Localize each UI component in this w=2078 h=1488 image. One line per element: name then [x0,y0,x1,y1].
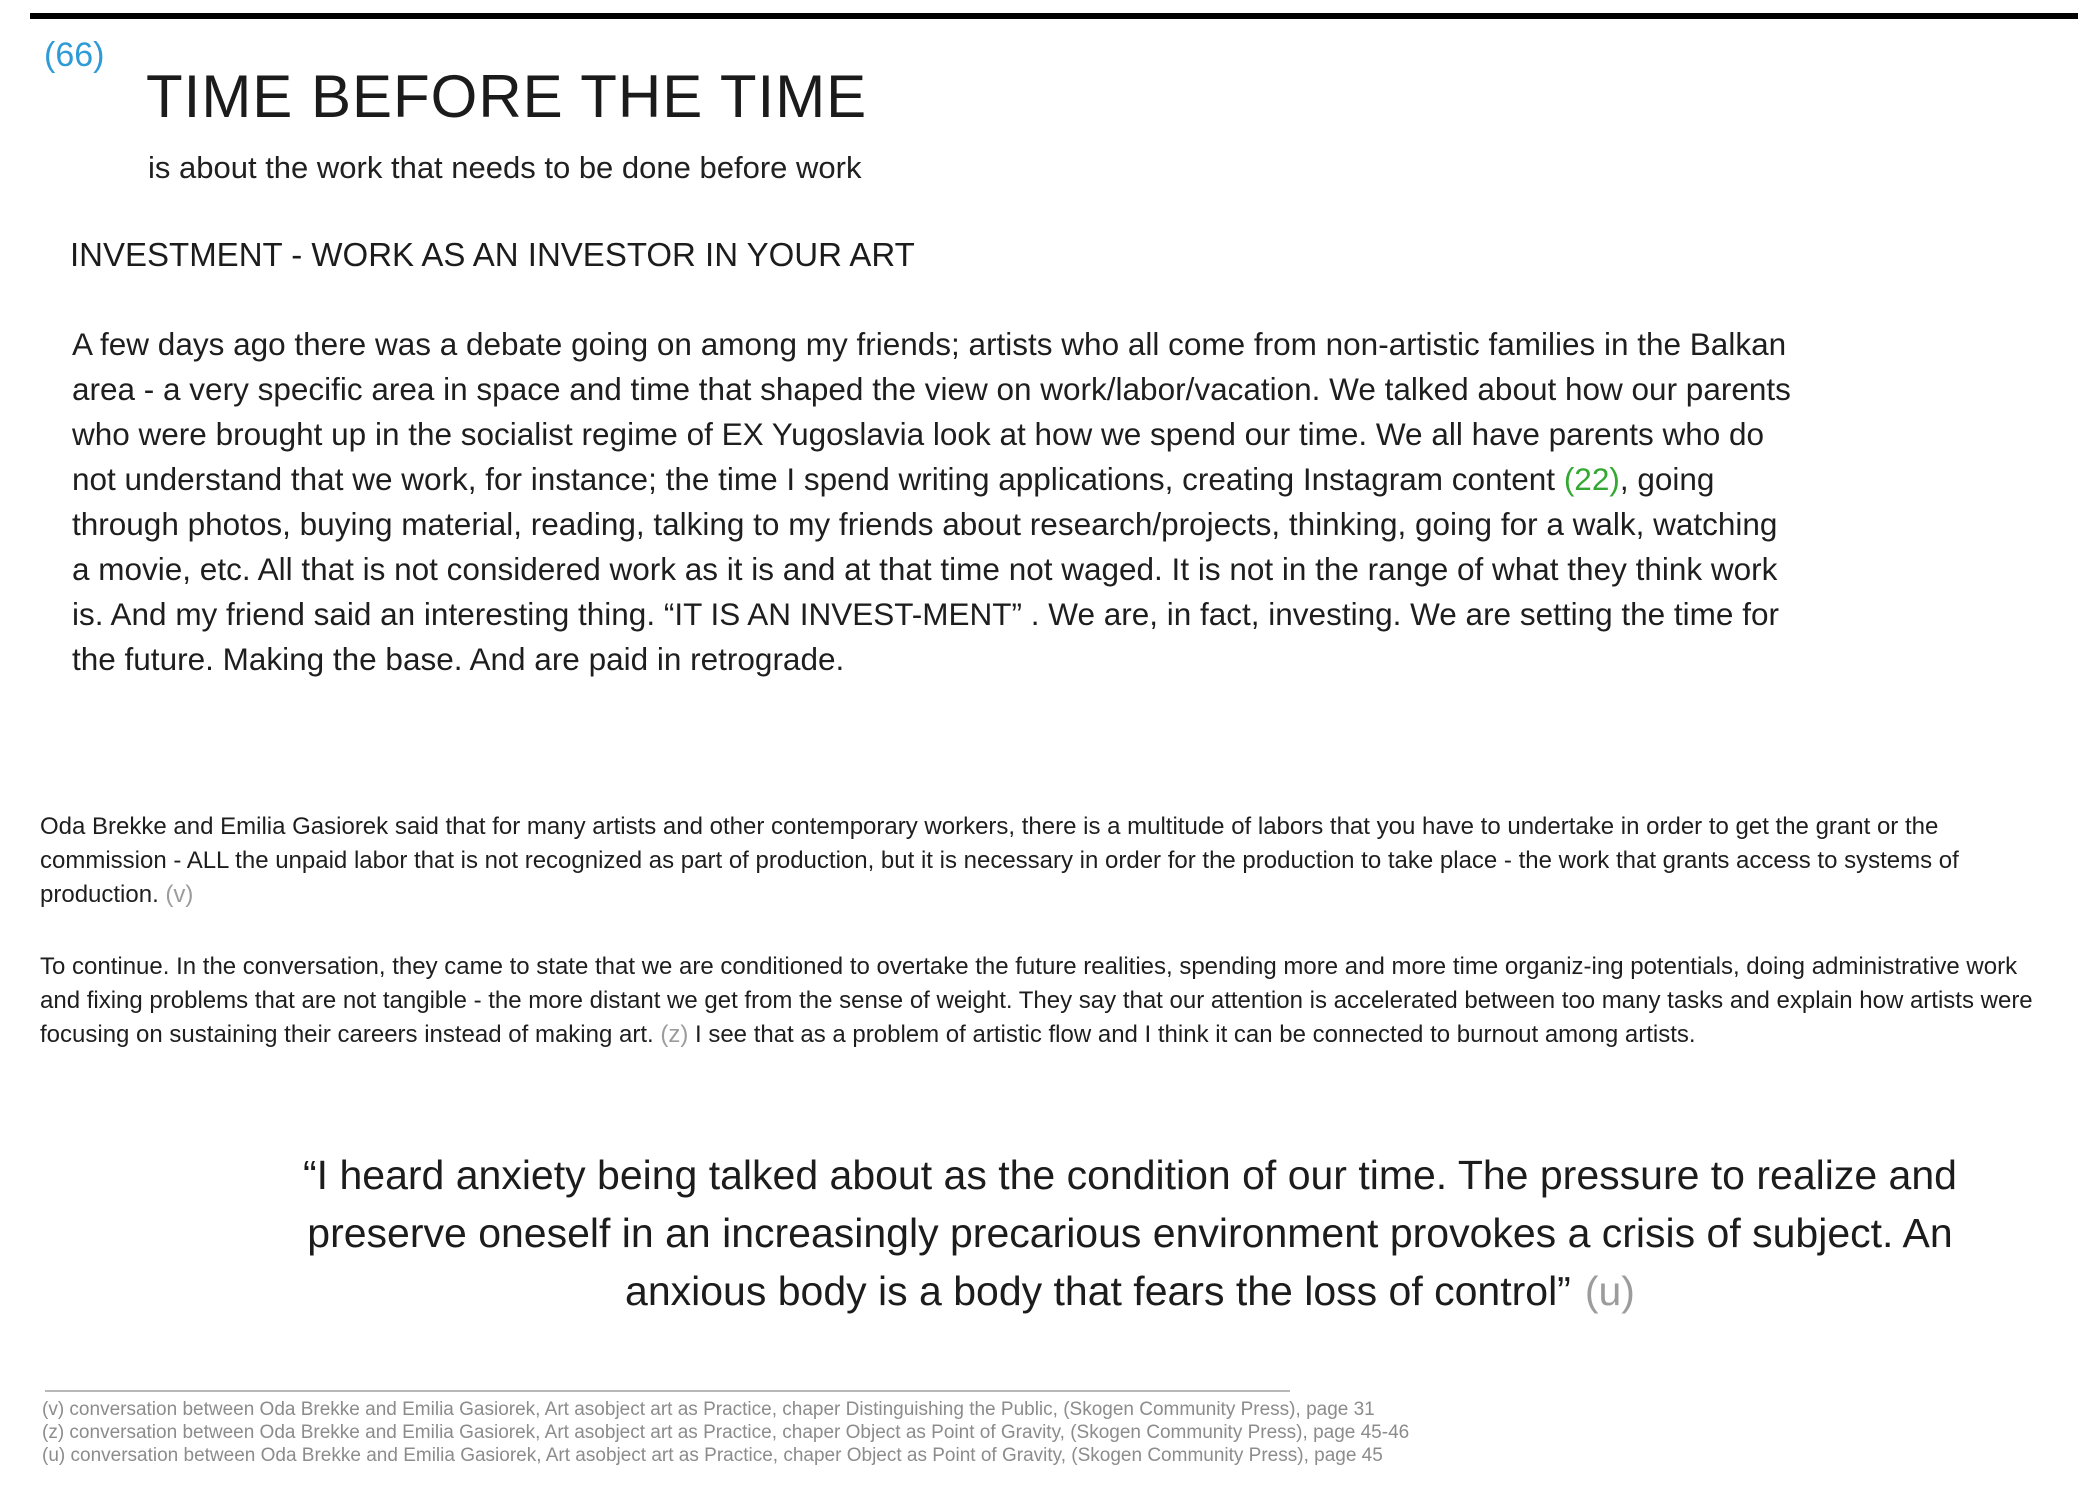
inline-ref-22: (22) [1563,461,1620,497]
section-heading: INVESTMENT - WORK AS AN INVESTOR IN YOUR ART [70,236,915,273]
main-paragraph-text-2: , going through photos, buying material, reading, talking to my friends about research/projects, thinking, going for a walk, watching a movie, etc. All that is not considered work as it is and at that time not waged. It is not in the range of what they think work is. And my friend said an interesting thing. “IT IS AN INVEST-MENT” . We are, in fact, investing. We are setting the time for the future. Making the base. And are paid in retrograde. [72,461,1779,677]
note-paragraph-1 [40,810,2038,912]
footnote-v: (v) conversation between Oda Brekke and Emilia Gasiorek, Art asobject art as Practice, chaper Distinguishing the Public, (Skogen Community Press), page 31 [42,1399,1375,1420]
main-paragraph [72,322,1792,682]
footnote-u: (u) conversation between Oda Brekke and Emilia Gasiorek, Art asobject art as Practice, chaper Object as Point of Gravity, (Skogen Community Press), page 45 [42,1445,1383,1466]
note-paragraph-2 [40,950,2038,1052]
note-2-text-2: I see that as a problem of artistic flow and I think it can be connected to burnout among artists. [688,1021,1696,1048]
main-paragraph-text-1: A few days ago there was a debate going on among my friends; artists who all come from non-artistic families in the Balkan area - a very specific area in space and time that shaped the view on work/labor/vacation. We talked about how our parents who were brought up in the socialist regime of EX Yugoslavia look at how we spend our time. We all have parents who do not understand that we work, for instance; the time I spend writing applications, creating Instagram content [72,326,1791,497]
footnote-rule [45,1390,1290,1392]
inline-ref-v: (v) [165,881,194,908]
note-1-text: Oda Brekke and Emilia Gasiorek said that for many artists and other contemporary workers, there is a multitude of labors that you have to undertake in order to get the grant or the commission - ALL the unpaid labor that is not recognized as part of production, but it is necessary in order for the production to take place - the work that grants access to systems of production. [40,813,1959,908]
note-2-text-1: To continue. In the conversation, they came to state that we are conditioned to overtake the future realities, spending more and more time organiz-ing potentials, doing administrative work and fixing problems that are not tangible - the more distant we get from the sense of weight. They say that our attention is accelerated between too many tasks and explain how artists were focusing on sustaining their careers instead of making art. [40,953,2033,1048]
footnote-z: (z) conversation between Oda Brekke and Emilia Gasiorek, Art asobject art as Practice, chaper Object as Point of Gravity, (Skogen Community Press), page 45-46 [42,1422,1410,1443]
pull-quote [250,1146,2010,1320]
pull-quote-text: “I heard anxiety being talked about as the condition of our time. The pressure to realize and preserve oneself in an increasingly precarious environment provokes a crisis of subject. An anxious body is a body that fears the loss of control” [303,1152,1957,1314]
inline-ref-z: (z) [660,1021,689,1048]
page-subtitle: is about the work that needs to be done before work [148,150,862,185]
top-rule [30,13,2078,19]
footnotes [42,1398,1409,1467]
page-title: TIME BEFORE THE TIME [146,63,868,130]
inline-ref-u: (u) [1584,1268,1635,1314]
page-number: (66) [44,36,105,74]
